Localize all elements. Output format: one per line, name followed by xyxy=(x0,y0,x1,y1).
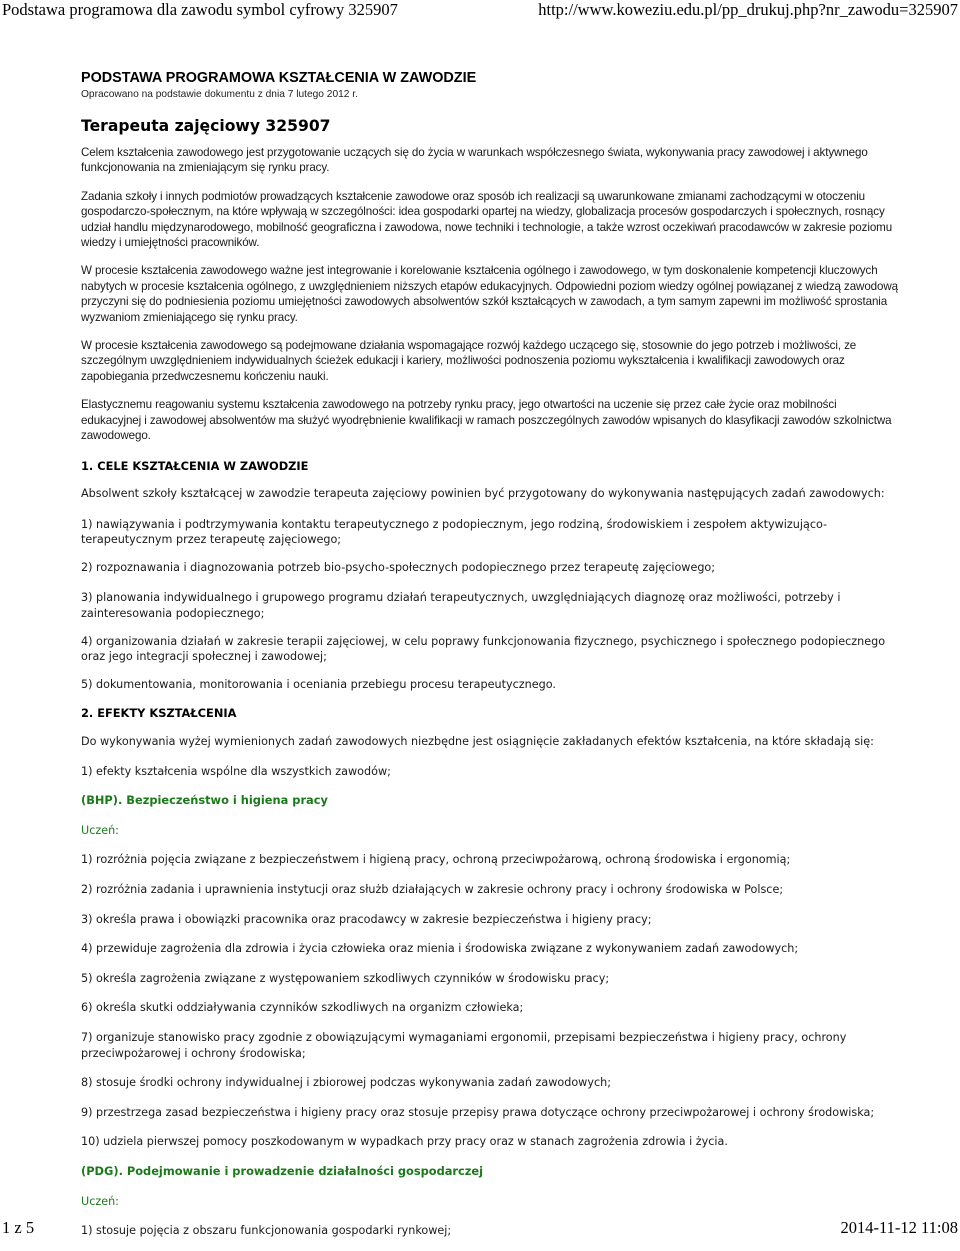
list-item: 4) przewiduje zagrożenia dla zdrowia i życia człowieka oraz mienia i środowiska związane z wykonywaniem zadań zawodowych; xyxy=(81,942,799,956)
list-item: 9) przestrzega zasad bezpieczeństwa i higieny pracy oraz stosuje przepisy prawa dotyczące ochrony przeciwpożarowej i ochrony środowiska; xyxy=(81,1105,875,1119)
list-item: 2) rozróżnia zadania i uprawnienia instytucji oraz służb działających w zakresie ochrony pracy i ochrony środowiska w Polsce; xyxy=(81,883,784,896)
section-lead: Absolwent szkoły kształcącej w zawodzie terapeuta zajęciowy powinien być przygotowany do wykonywania następujących zadań zawodowych: xyxy=(81,487,885,501)
section-heading-effects: 2. EFEKTY KSZTAŁCENIA xyxy=(81,706,237,721)
list-item: 3) określa prawa i obowiązki pracownika oraz pracodawcy w zakresie bezpieczeństwa i higieny pracy; xyxy=(81,912,652,926)
list-item: 7) organizuje stanowisko pracy zgodnie z obowiązującymi wymaganiami ergonomii, przepisami bezpieczeństwa i higieny pracy, ochrony przeciwpożarowej i ochrony środowiska; xyxy=(81,1030,847,1060)
list-item: 1) rozróżnia pojęcia związane z bezpieczeństwem i higieną pracy, ochroną przeciwpożarową, ochroną środowiska i ergonomią; xyxy=(81,853,791,867)
intro-paragraph: Elastycznemu reagowaniu systemu kształcenia zawodowego na potrzeby rynku pracy, jego otwartości na uczenie się przez całe życie oraz mobilności edukacyjnej i zawodowej absolwentów ma służyć wyodrębnienie kwalifikacji w ramach poszczególnych zawodów wpisanych do klasyfikacji zawodów szkolnictwa zawodowego. xyxy=(81,398,892,443)
intro-paragraph: W procesie kształcenia zawodowego ważne jest integrowanie i korelowanie kształcenia ogólnego i zawodowego, w tym doskonalenie kompetencji kluczowych nabytych w procesie kształcenia ogólnego, z uwzględnieniem niższych etapów edukacyjnych. Odpowiedni poziom wiedzy ogólnej powiązanej z wiedzą zawodową przyczyni się do podniesienia poziomu umiejętności zawodowych absolwentów szkół kształcących w zawodach, a tym samym zapewni im możliwość sprostania wyzwaniom zmieniającego się rynku pracy. xyxy=(81,264,898,324)
list-item: 3) planowania indywidualnego i grupowego programu działań terapeutycznych, uwzględniających diagnozę oraz możliwości, potrzeby i zainteresowania podopiecznego; xyxy=(81,591,841,621)
list-item: 1) stosuje pojęcia z obszaru funkcjonowania gospodarki rynkowej; xyxy=(81,1224,452,1238)
section-heading-goals: 1. CELE KSZTAŁCENIA W ZAWODZIE xyxy=(81,458,309,473)
intro-paragraph: W procesie kształcenia zawodowego są podejmowane działania wspomagające rozwój każdego uczącego się, stosownie do jego potrzeb i możliwości, ze szczególnym uwzględnieniem indywidualnych ścieżek edukacji i kariery, możliwości podnoszenia poziomu wykształcenia i kwalifikacji zawodowych oraz zapobiegania przedwczesnemu kończeniu nauki. xyxy=(81,339,857,383)
profession-title: Terapeuta zajęciowy 325907 xyxy=(81,117,331,135)
list-item: 8) stosuje środki ochrony indywidualnej i zbiorowej podczas wykonywania zadań zawodowych; xyxy=(81,1076,611,1090)
intro-paragraph: Zadania szkoły i innych podmiotów prowadzących kształcenie zawodowe oraz sposób ich realizacji są uwarunkowane zmianami zachodzącymi w otoczeniu gospodarczo-społecznym, na które wpływają w szczególności: idea gospodarki opartej na wiedzy, globalizacja procesów gospodarczych i społecznych, rosnący udział handlu międzynarodowego, mobilność geograficzna i zawodowa, nowe techniki i technologie, a także wzrost oczekiwań pracodawców w zakresie poziomu wiedzy i umiejętności pracowników. xyxy=(81,189,893,250)
document-title: PODSTAWA PROGRAMOWA KSZTAŁCENIA W ZAWODZIE xyxy=(81,70,477,86)
intro-paragraph: Celem kształcenia zawodowego jest przygotowanie uczących się do życia w warunkach współczesnego świata, wykonywania pracy zawodowej i aktywnego funkcjonowania na zmieniającym się rynku pracy. xyxy=(81,146,868,175)
pdg-heading xyxy=(81,1164,899,1180)
document-subtitle: Opracowano na podstawie dokumentu z dnia 7 lutego 2012 r. xyxy=(81,89,358,100)
section-sub: 1) efekty kształcenia wspólne dla wszystkich zawodów; xyxy=(81,764,391,778)
list-item: 5) dokumentowania, monitorowania i oceniania przebiegu procesu terapeutycznego. xyxy=(81,677,556,691)
print-header xyxy=(0,0,960,22)
bhp-uczen: Uczeń: xyxy=(81,823,119,837)
section-lead: Do wykonywania wyżej wymienionych zadań zawodowych niezbędne jest osiągnięcie zakładanych efektów kształcenia, na które składają się: xyxy=(81,735,874,749)
print-header-title: Podstawa programowa dla zawodu symbol cyfrowy 325907 xyxy=(2,0,398,19)
print-footer xyxy=(0,1218,960,1238)
bhp-title: Bezpieczeństwo i higiena pracy xyxy=(126,793,328,808)
bhp-code: (BHP). xyxy=(81,793,123,808)
document-body xyxy=(81,70,899,1251)
list-item: 2) rozpoznawania i diagnozowania potrzeb bio-psycho-społecznych podopiecznego przez terapeutę zajęciowego; xyxy=(81,560,716,574)
list-item: 6) określa skutki oddziaływania czynników szkodliwych na organizm człowieka; xyxy=(81,1001,524,1015)
list-item: 1) nawiązywania i podtrzymywania kontaktu terapeutycznego z podopiecznym, jego rodziną, środowiskiem i zespołem aktywizująco-terapeutycznym przez terapeutę zajęciowego; xyxy=(81,517,828,547)
pdg-uczen: Uczeń: xyxy=(81,1194,119,1208)
print-header-url: http://www.koweziu.edu.pl/pp_drukuj.php?nr_zawodu=325907 xyxy=(538,0,958,19)
bhp-heading xyxy=(81,793,899,809)
print-datetime: 2014-11-12 11:08 xyxy=(840,1218,958,1237)
list-item: 10) udziela pierwszej pomocy poszkodowanym w wypadkach przy pracy oraz w stanach zagrożenia zdrowia i życia. xyxy=(81,1135,728,1149)
pdg-code: (PDG). xyxy=(81,1163,123,1178)
list-item: 5) określa zagrożenia związane z występowaniem szkodliwych czynników w środowisku pracy; xyxy=(81,971,610,985)
pdg-title: Podejmowanie i prowadzenie działalności gospodarczej xyxy=(126,1163,484,1178)
list-item: 4) organizowania działań w zakresie terapii zajęciowej, w celu poprawy funkcjonowania fizycznego, psychicznego i społecznego podopiecznego oraz jego integracji społecznej i zawodowej; xyxy=(81,634,886,664)
page-number: 1 z 5 xyxy=(2,1218,35,1237)
